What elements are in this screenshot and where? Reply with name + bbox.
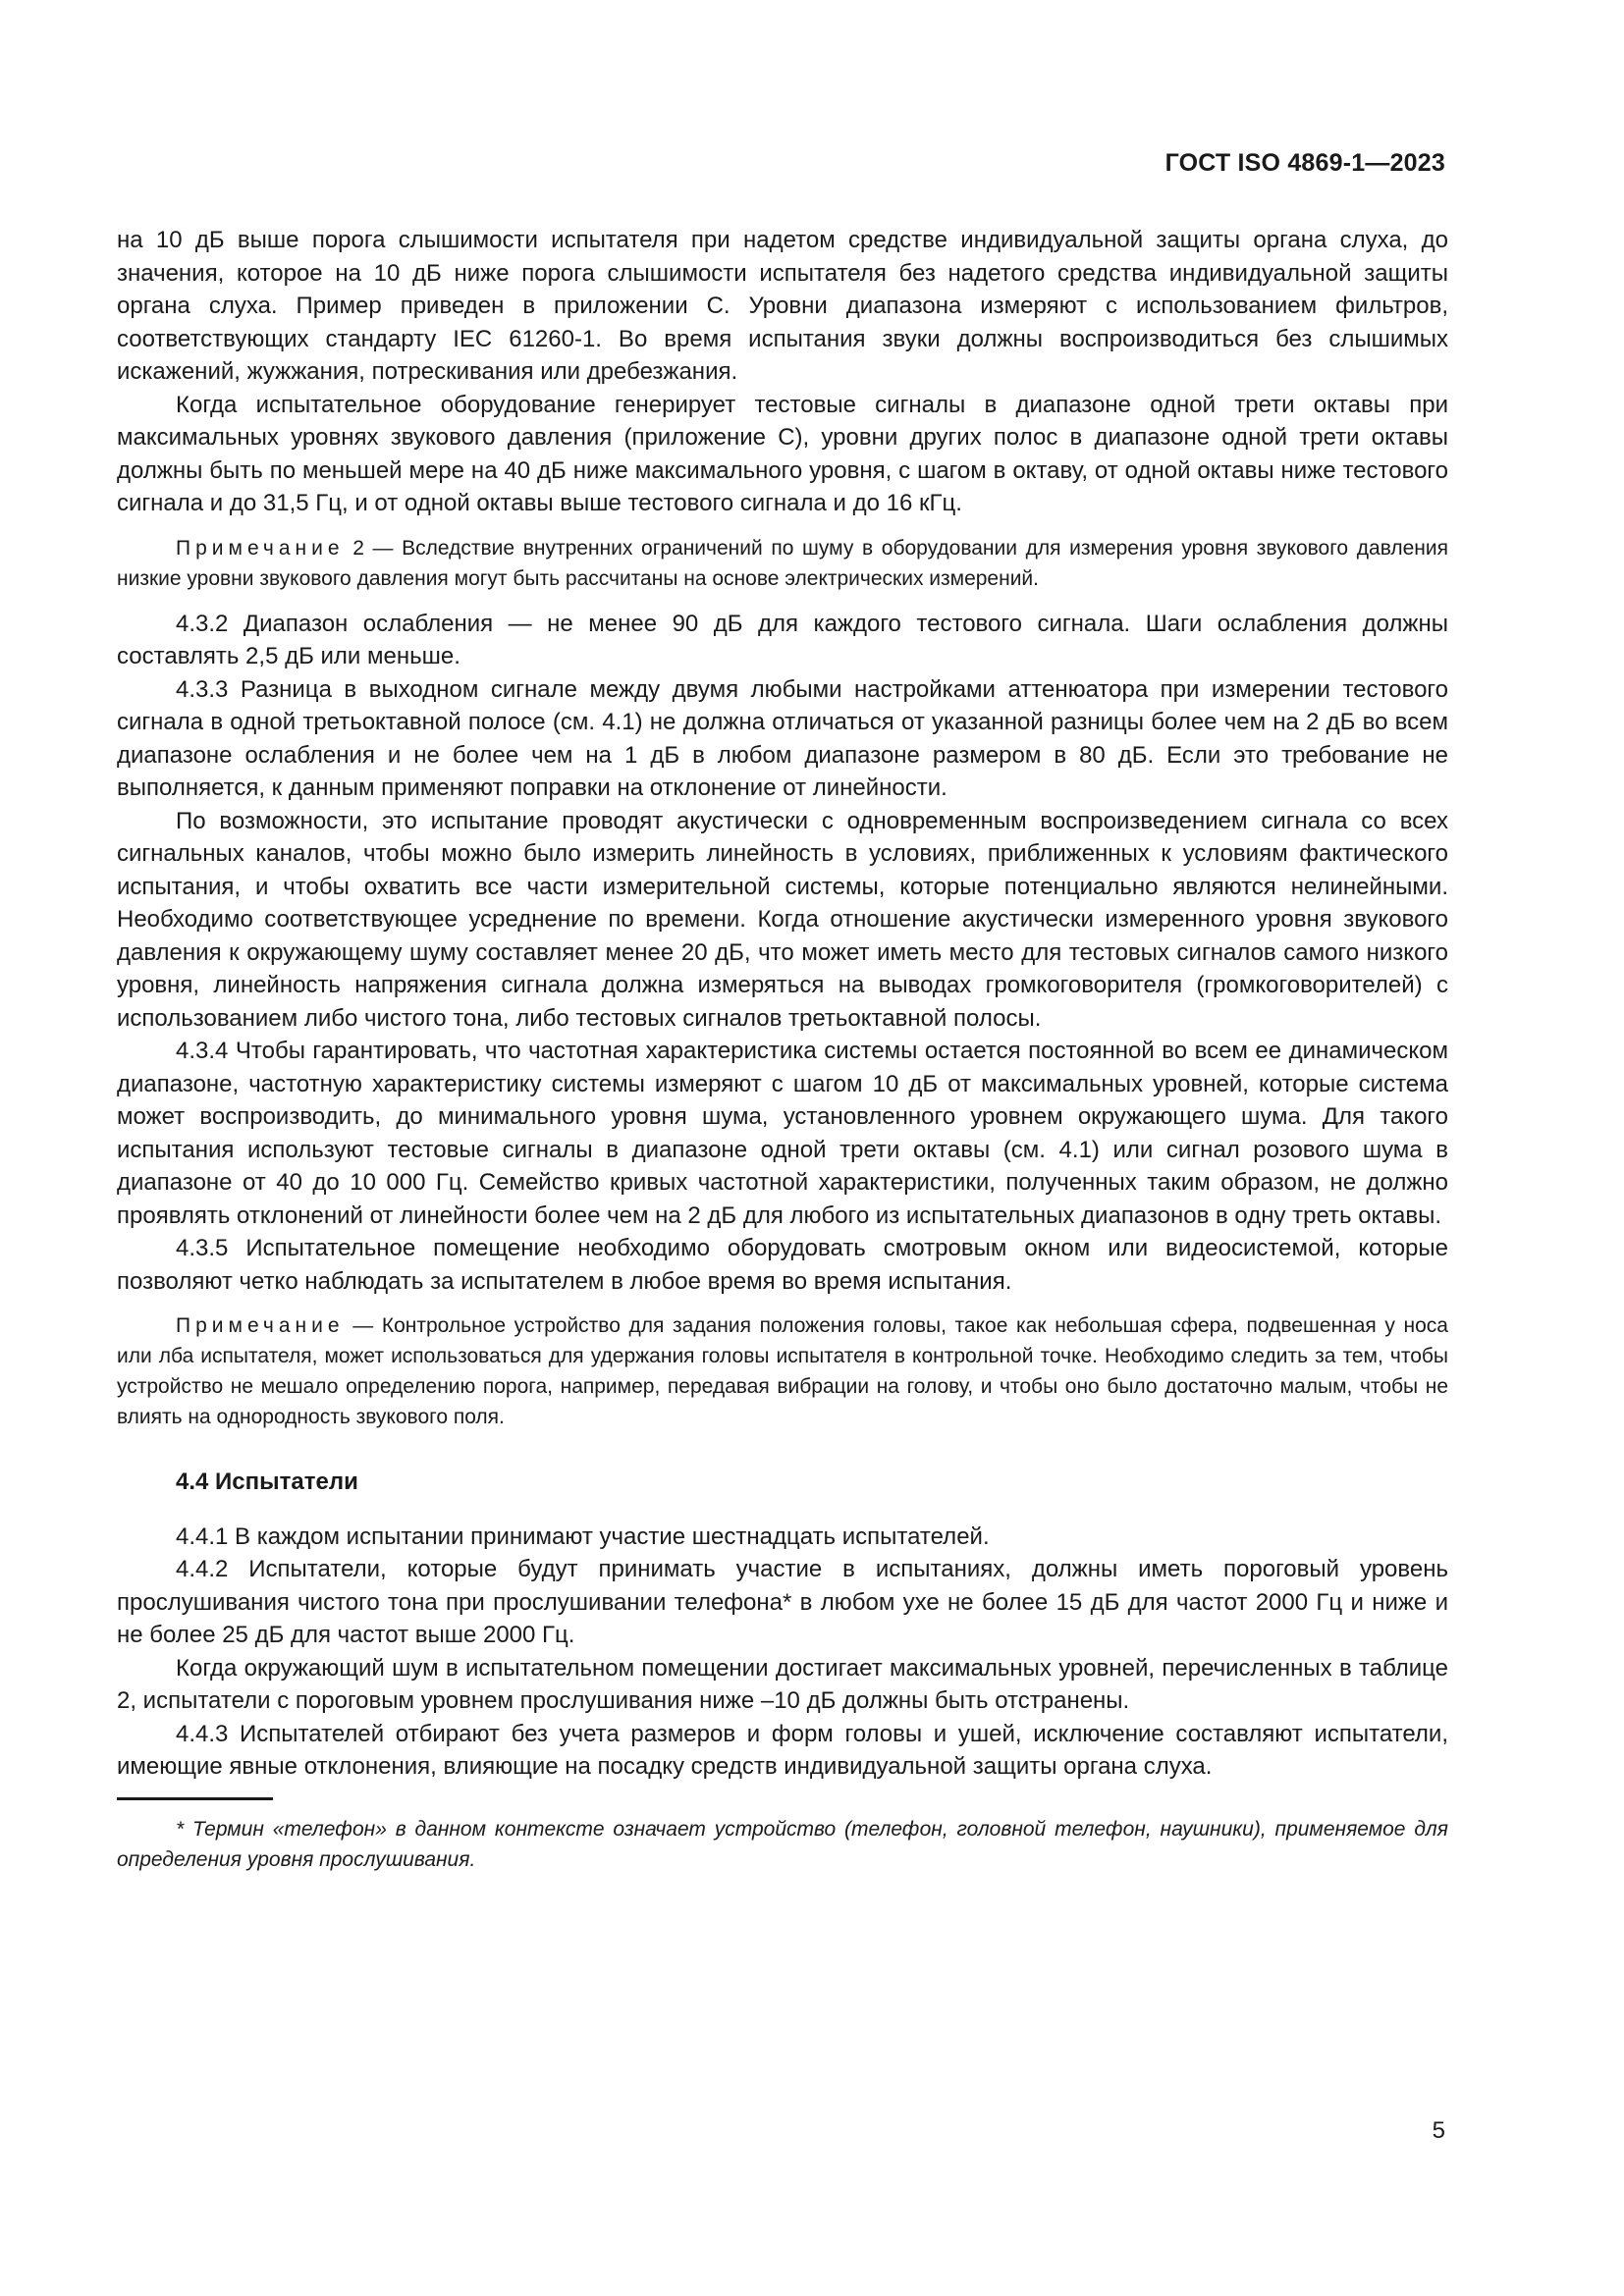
note-label: Примечание bbox=[176, 1314, 345, 1337]
clause-4-4-1: 4.4.1 В каждом испытании принимают участие шестнадцать испытателей. bbox=[176, 1522, 990, 1550]
note-head-position bbox=[117, 1310, 1448, 1432]
paragraph-test-signals: Когда испытательное оборудование генерирует тестовые сигналы в диапазоне одной трети октавы при максимальных уровнях звукового давления (приложение С), уровни других полос в диапазоне одной трети октавы должны быть по меньшей мере на 40 дБ ниже максимального уровня, с шагом в октаву, от одной октавы ниже тестового сигнала и до 31,5 Гц, и от одной октавы выше тестового сигнала и до 16 кГц. bbox=[117, 391, 1448, 516]
clause-4-4-3: 4.4.3 Испытателей отбирают без учета размеров и форм головы и ушей, исключение составляют испытатели, имеющие явные отклонения, влияющие на посадку средств индивидуальной защиты органа слуха. bbox=[117, 1720, 1448, 1780]
note-label: Примечание bbox=[176, 536, 345, 560]
clause-4-3-3: 4.3.3 Разница в выходном сигнале между двумя любыми настройками аттенюатора при измерении тестового сигнала в одной третьоктавной полосе (см. 4.1) не должна отличаться от указанной разницы более чем на 2 дБ во всем диапазоне ослабления и не более чем на 1 дБ в любом диапазоне размером в 80 дБ. Если это требование не выполняется, к данным применяют поправки на отклонение от линейности. bbox=[117, 675, 1448, 801]
paragraph-continuation: на 10 дБ выше порога слышимости испытателя при надетом средстве индивидуальной защиты органа слуха, до значения, которое на 10 дБ ниже порога слышимости испытателя без надетого средства индивидуальной защиты органа слуха. Пример приведен в приложении С. Уровни диапазона измеряют с использованием фильтров, соответствующих стандарту IEC 61260-1. Во время испытания звуки должны воспроизводиться без слышимых искажений, жужжания, потрескивания или дребезжания. bbox=[117, 227, 1448, 385]
standard-header: ГОСТ ISO 4869-1—2023 bbox=[1164, 149, 1445, 177]
page-number: 5 bbox=[1432, 2117, 1445, 2144]
clause-4-4-2: 4.4.2 Испытатели, которые будут принимать участие в испытаниях, должны иметь пороговый уровень прослушивания чистого тона при прослушивании телефона* в любом ухе не более 15 дБ для частот 2000 Гц и ниже и не более 25 дБ для частот выше 2000 Гц. bbox=[117, 1556, 1448, 1648]
paragraph-ambient-noise: Когда окружающий шум в испытательном помещении достигает максимальных уровней, перечисленных в таблице 2, испытатели с пороговым уровнем прослушивания ниже –10 дБ должны быть отстранены. bbox=[117, 1654, 1448, 1714]
clause-4-3-4: 4.3.4 Чтобы гарантировать, что частотная характеристика системы остается постоянной во всем ее динамическом диапазоне, частотную характеристику системы измеряют с шагом 10 дБ от максимальных уровней, которые система может воспроизводить, до минимального уровня шума, установленного уровнем окружающего шума. Для такого испытания используют тестовые сигналы в диапазоне одной трети октавы (см. 4.1) или сигнал розового шума в диапазоне от 40 до 10 000 Гц. Семейство кривых частотной характеристики, полученных таким образом, не должно проявлять отклонений от линейности более чем на 2 дБ для любого из испытательных диапазонов в одну треть октавы. bbox=[117, 1038, 1448, 1229]
section-heading-4-4: 4.4 Испытатели bbox=[176, 1468, 358, 1495]
page-body bbox=[117, 224, 1448, 1875]
note-text: 2 — Вследствие внутренних ограничений по шуму в оборудовании для измерения уровня звукового давления низкие уровни звукового давления могут быть рассчитаны на основе электрических измерений. bbox=[117, 536, 1448, 590]
clause-4-3-5: 4.3.5 Испытательное помещение необходимо оборудовать смотровым окном или видеосистемой, которые позволяют четко наблюдать за испытателем в любое время во время испытания. bbox=[117, 1235, 1448, 1295]
paragraph-linearity: По возможности, это испытание проводят акустически с одновременным воспроизведением сигнала со всех сигнальных каналов, чтобы можно было измерить линейность в условиях, приближенных к условиям фактического испытания, и чтобы охватить все части измерительной системы, которые потенциально являются нелинейными. Необходимо соответствующее усреднение по времени. Когда отношение акустически измеренного уровня звукового давления к окружающему шуму составляет менее 20 дБ, что может иметь место для тестовых сигналов самого низкого уровня, линейность напряжения сигнала должна измеряться на выводах громкоговорителя (громкоговорителей) с использованием либо чистого тона, либо тестовых сигналов третьоктавной полосы. bbox=[117, 807, 1448, 1032]
note-2 bbox=[117, 533, 1448, 594]
clause-4-3-2: 4.3.2 Диапазон ослабления — не менее 90 дБ для каждого тестового сигнала. Шаги ослабления должны составлять 2,5 дБ или меньше. bbox=[117, 610, 1448, 669]
note-text: — Контрольное устройство для задания положения головы, такое как небольшая сфера, подвешенная у носа или лба испытателя, может использоваться для удержания головы испытателя в контрольной точке. Необходимо следить за тем, чтобы устройство не мешало определению порога, например, передавая вибрации на голову, и чтобы оно было достаточно малым, чтобы не влиять на однородность звукового поля. bbox=[117, 1314, 1448, 1428]
footnote: * Термин «телефон» в данном контексте означает устройство (телефон, головной телефон, наушники), применяемое для определения уровня прослушивания. bbox=[117, 1817, 1448, 1871]
footnote-divider bbox=[117, 1797, 273, 1800]
